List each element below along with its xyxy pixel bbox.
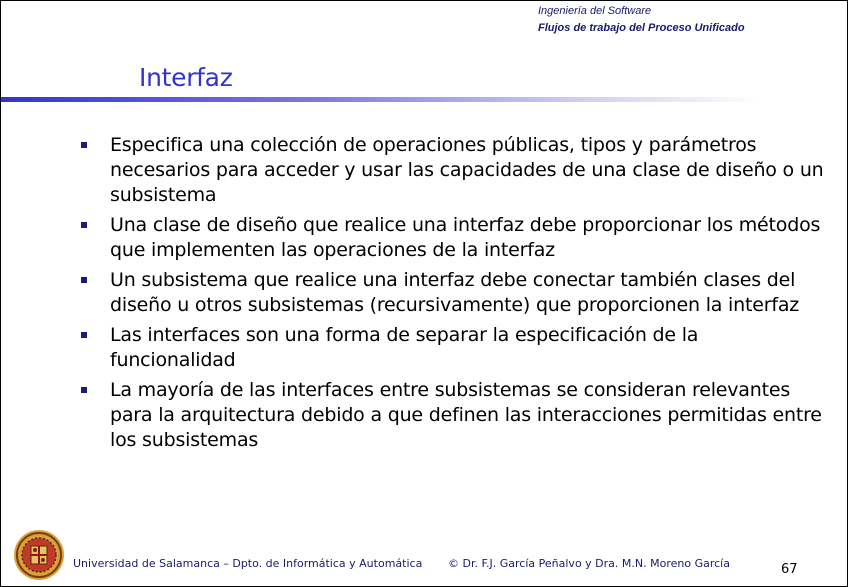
bullet-text: La mayoría de las interfaces entre subsistemas se consideran relevantes para la arquitectura debido a que definen las interacciones permitidas entre los subsistemas <box>110 379 822 451</box>
bullet-square-icon <box>81 332 87 338</box>
bullet-text: Un subsistema que realice una interfaz debe conectar también clases del diseño u otros subsistemas (recursivamente) que proporcionen la interfaz <box>110 269 800 316</box>
bullet-text: Las interfaces son una forma de separar la especificación de la funcionalidad <box>110 324 699 371</box>
bullet-item <box>80 323 825 373</box>
bullet-square-icon <box>81 387 87 393</box>
bullet-item <box>80 133 825 208</box>
university-seal-icon <box>13 529 65 581</box>
bullet-text: Especifica una colección de operaciones públicas, tipos y parámetros necesarios para acceder y usar las capacidades de una clase de diseño o un subsistema <box>110 134 824 206</box>
title-underline <box>1 97 761 102</box>
footer-institution: Universidad de Salamanca – Dpto. de Informática y Automática <box>73 557 423 570</box>
bullet-square-icon <box>81 222 87 228</box>
page-number: 67 <box>781 562 798 577</box>
bullet-list <box>80 133 825 458</box>
header-course: Ingeniería del Software <box>538 5 652 17</box>
slide-header <box>538 3 745 37</box>
footer-authors: © Dr. F.J. García Peñalvo y Dra. M.N. Moreno García <box>448 557 730 570</box>
bullet-item <box>80 213 825 263</box>
bullet-item <box>80 378 825 453</box>
bullet-square-icon <box>81 142 87 148</box>
bullet-text: Una clase de diseño que realice una interfaz debe proporcionar los métodos que implementen las operaciones de la interfaz <box>110 214 821 261</box>
bullet-square-icon <box>81 277 87 283</box>
bullet-item <box>80 268 825 318</box>
slide-title: Interfaz <box>139 63 233 92</box>
header-topic: Flujos de trabajo del Proceso Unificado <box>538 22 745 34</box>
